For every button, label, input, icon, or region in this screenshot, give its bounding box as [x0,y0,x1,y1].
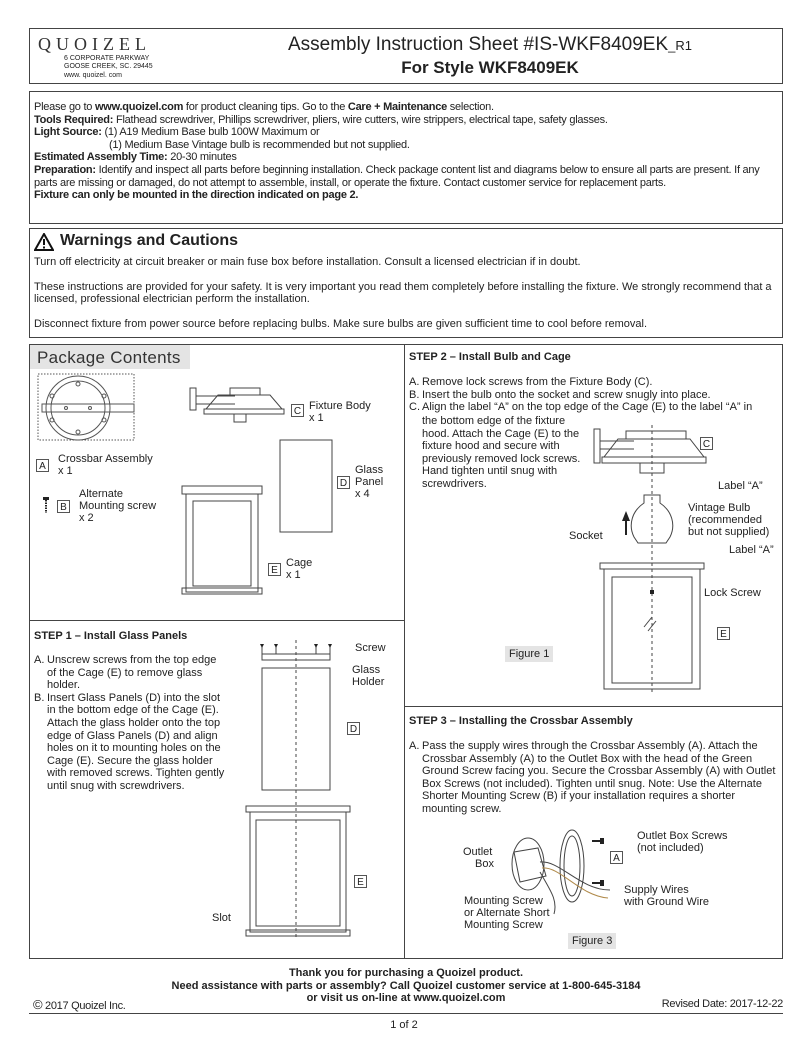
step2-callout-e: E [717,627,730,640]
preparation: Preparation: Identify and inspect all parts before beginning installation. Check package content list and diagrams below to ensure all parts are present. If any parts are missing or damaged, do not attempt to assemble, install, or operate the fixture. Contact customer service for replacement parts. [34,163,760,189]
assembly-time: Estimated Assembly Time: 20-30 minutes [34,151,237,164]
step3-label-obs-1: Outlet Box Screws [637,830,728,842]
part-b-name-1: Alternate [79,488,124,500]
part-c-qty: x 1 [309,412,324,424]
step2-label-socket: Socket [569,530,603,542]
page-subtitle: For Style WKF8409EK [401,58,579,77]
tools-required: Tools Required: Flathead screwdriver, Phillips screwdriver, pliers, wire cutters, wire strippers, electrical tape, safety glasses. [34,113,608,126]
step2-label-vintage-2: (recommended [688,514,762,526]
warnings-title: Warnings and Cautions [60,232,239,249]
step1-callout-e: E [354,875,367,888]
grid-divider-right [404,706,783,707]
callout-b: B [57,500,70,513]
part-c-name: Fixture Body [309,400,371,412]
intro-line-1: Please go to www.quoizel.com for product cleaning tips. Go to the Care + Maintenance selection. [34,101,494,113]
part-d-name-2: Panel [355,476,384,488]
title-revision: _R1 [668,38,693,53]
step1-item-a: A. Unscrew screws from the top edge of the Cage (E) to remove glass holder. [34,654,217,692]
step3-label-outlet-1: Outlet [463,846,493,858]
address-line-1: 6 CORPORATE PARKWAY [64,55,150,62]
part-e-name: Cage [286,557,313,569]
part-a-name: Crossbar Assembly [58,453,153,465]
part-a-qty: x 1 [58,465,73,477]
step2-item-c: C. Align the label “A” on the top edge of the Cage (E) to the label “A” in [409,401,753,414]
warning-p2: These instructions are provided for your safety. It is very important you read them completely before installing the fixture. We strongly recommend that a licensed, professional electrician perform the installation. [34,280,772,305]
warning-p1: Turn off electricity at circuit breaker or main fuse box before installation. Consult a licensed electrician if in doubt. [34,256,581,268]
grid-divider-vertical [404,344,405,959]
warning-p3: Disconnect fixture from power source before replacing bulbs. Make sure bulbs are given sufficient time to cool before removal. [34,317,648,330]
glass-panel-drawing [280,440,332,532]
copyright: © 2017 Quoizel Inc. [33,997,126,1012]
figure-3-caption: Figure 3 [568,933,616,949]
part-d-name-1: Glass [355,464,384,476]
step3-item-a: A. Pass the supply wires through the Crossbar Assembly (A). Attach the Crossbar Assembly (A) to the Outlet Box with the head of the Green Ground Screw facing you. Secure the Crossbar Assembly (A) with Outlet Box Screws (not included). Tighten until snug. Note: Use the Alternate Shorter Mounting Screw (B) if your installation requires a shorter mounting screw. [409,740,776,815]
mount-note: Fixture can only be mounted in the direction indicated on page 2. [34,189,359,202]
fixture-body-drawing [190,388,284,422]
step2-label-lock: Lock Screw [704,587,761,599]
step1-title: STEP 1 – Install Glass Panels [34,630,188,642]
step3-callout-a: A [610,851,623,864]
step3-list [409,740,779,816]
step2-item-c-cont: the bottom edge of the fixture hood. Attach the Cage (E) to the fixture hood and secure with previously removed lock screws. Hand tighten until snug with screwdrivers. [422,415,581,490]
revised-date: Revised Date: 2017-12-22 [661,998,783,1010]
title-block [230,34,750,79]
figure-1-caption: Figure 1 [505,646,553,662]
website-line: www. quoizel. com [64,72,122,79]
step2-item-a: A. Remove lock screws from the Fixture Body (C). [409,376,653,388]
quoizel-link[interactable]: www.quoizel.com [94,101,184,113]
callout-e: E [268,563,281,576]
step1-label-slot: Slot [212,912,231,924]
step2-callout-c: C [700,437,713,450]
step1-label-screw: Screw [355,642,386,654]
cage-drawing [182,486,262,594]
screw-drawing [43,497,49,513]
step2-list [409,376,781,414]
callout-d: D [337,476,350,489]
callout-c: C [291,404,304,417]
step1-item-b: B. Insert Glass Panels (D) into the slot in the bottom edge of the Cage (E). Attach the glass holder onto the top edge of Glass Panels (D) and align holes on it to mounting holes on the Cage (E). Secure the glass holder with removed screws. Tighten gently until snug with screwdrivers. [34,691,225,792]
step3-label-mount-3: Mounting Screw [464,919,543,931]
copyright-icon: © [33,997,43,1012]
step2-label-vintage-3: but not supplied) [688,526,770,538]
page-title [230,34,750,57]
part-b-name-2: Mounting screw [79,500,157,512]
step3-label-mount-2: or Alternate Short [464,907,550,919]
step1-drawing [238,640,358,948]
step1-label-glass: Glass [352,664,381,676]
crossbar-drawing [38,374,134,440]
warnings-text [34,256,779,330]
package-title: Package Contents [37,348,181,367]
step2-label-a-2: Label “A” [729,544,774,556]
light-source-2: (1) Medium Base Vintage bulb is recommended but not supplied. [109,138,410,151]
intro-text [34,101,779,202]
step2-drawing [580,425,720,700]
step1-callout-d: D [347,722,360,735]
step3-label-supply-1: Supply Wires [624,884,689,896]
footer-thanks: Thank you for purchasing a Quoizel product. [288,967,524,979]
title-main: Assembly Instruction Sheet #IS-WKF8409EK [287,34,669,55]
footer-online: or visit us on-line at www.quoizel.com [306,992,506,1004]
step2-label-a-1: Label “A” [718,480,763,492]
step3-label-outlet-2: Box [475,858,494,870]
part-e-qty: x 1 [286,569,301,581]
grid-divider-left [29,620,405,621]
footer-rule [29,1013,783,1014]
logo [38,34,168,80]
step3-title: STEP 3 – Installing the Crossbar Assembly [409,715,633,727]
warning-icon [34,233,54,251]
logo-wordmark: QUOIZEL [38,34,151,54]
page-number: 1 of 2 [390,1019,418,1031]
step3-label-obs-2: (not included) [637,842,704,854]
callout-a: A [36,459,49,472]
address-line-2: GOOSE CREEK, SC. 29445 [64,63,153,70]
part-b-qty: x 2 [79,512,94,524]
footer-assist: Need assistance with parts or assembly? Call Quoizel customer service at 1-800-645-3184 [171,979,641,992]
step2-title: STEP 2 – Install Bulb and Cage [409,351,571,363]
step1-label-holder: Holder [352,676,385,688]
step3-label-mount-1: Mounting Screw [464,895,543,907]
step1-list [34,654,228,793]
part-d-qty: x 4 [355,488,370,500]
light-source: Light Source: (1) A19 Medium Base bulb 100W Maximum or [34,126,320,139]
step2-label-vintage-1: Vintage Bulb [688,502,751,514]
step2-item-b: B. Insert the bulb onto the socket and screw snugly into place. [409,388,711,401]
step3-label-supply-2: with Ground Wire [624,896,709,908]
